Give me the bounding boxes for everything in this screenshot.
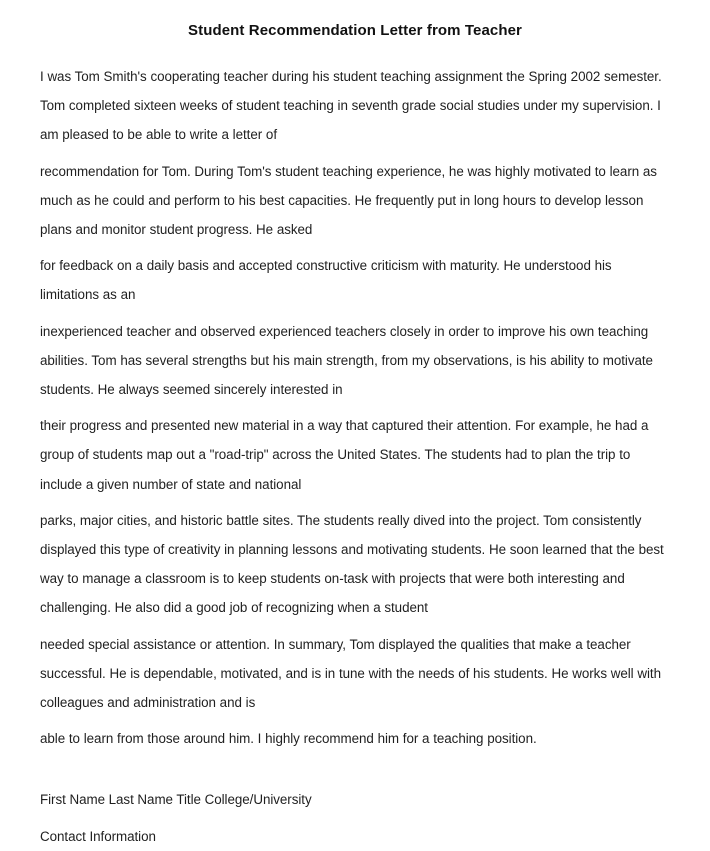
letter-paragraph-3: for feedback on a daily basis and accepted constructive criticism with maturity. He understood his limitations as an [40,258,612,303]
letter-paragraph-7: needed special assistance or attention. In summary, Tom displayed the qualities that make a teacher successful. He is dependable, motivated, and is in tune with the needs of his students. He works well with colleagues and administration and is [40,636,661,711]
letter-body [0,41,710,851]
letter-paragraph-2: recommendation for Tom. During Tom's student teaching experience, he was highly motivated to learn as much as he could and perform to his best capacities. He frequently put in long hours to develop lesson plans and monitor student progress. He asked [40,163,657,238]
page-title: Student Recommendation Letter from Teacher [188,22,522,39]
letter-paragraph-5: their progress and presented new material in a way that captured their attention. For example, he had a group of students map out a "road-trip" across the United States. The students had to plan the trip to include a given number of state and national [40,418,649,492]
letter-paragraph-1: I was Tom Smith's cooperating teacher during his student teaching assignment the Spring 2002 semester. Tom completed sixteen weeks of student teaching in seventh grade social studies under my supervision. I am pleased to be able to write a letter of [40,69,662,143]
letter-paragraph-4: inexperienced teacher and observed experienced teachers closely in order to improve his own teaching abilities. Tom has several strengths but his main strength, from my observations, is his ability to motivate students. He always seemed sincerely interested in [40,323,653,398]
letter-paragraph-6: parks, major cities, and historic battle sites. The students really dived into the project. Tom consistently displayed this type of creativity in planning lessons and motivating students. He soon learned that the best way to manage a classroom is to keep students on-task with projects that were both interesting and challenging. He also did a good job of recognizing when a student [40,512,664,616]
signature-name-title: First Name Last Name Title College/University [40,792,312,808]
signature-contact-information: Contact Information [40,828,156,844]
letter-paragraph-8: able to learn from those around him. I highly recommend him for a teaching position. [40,731,537,747]
signature-spacer [40,760,672,785]
